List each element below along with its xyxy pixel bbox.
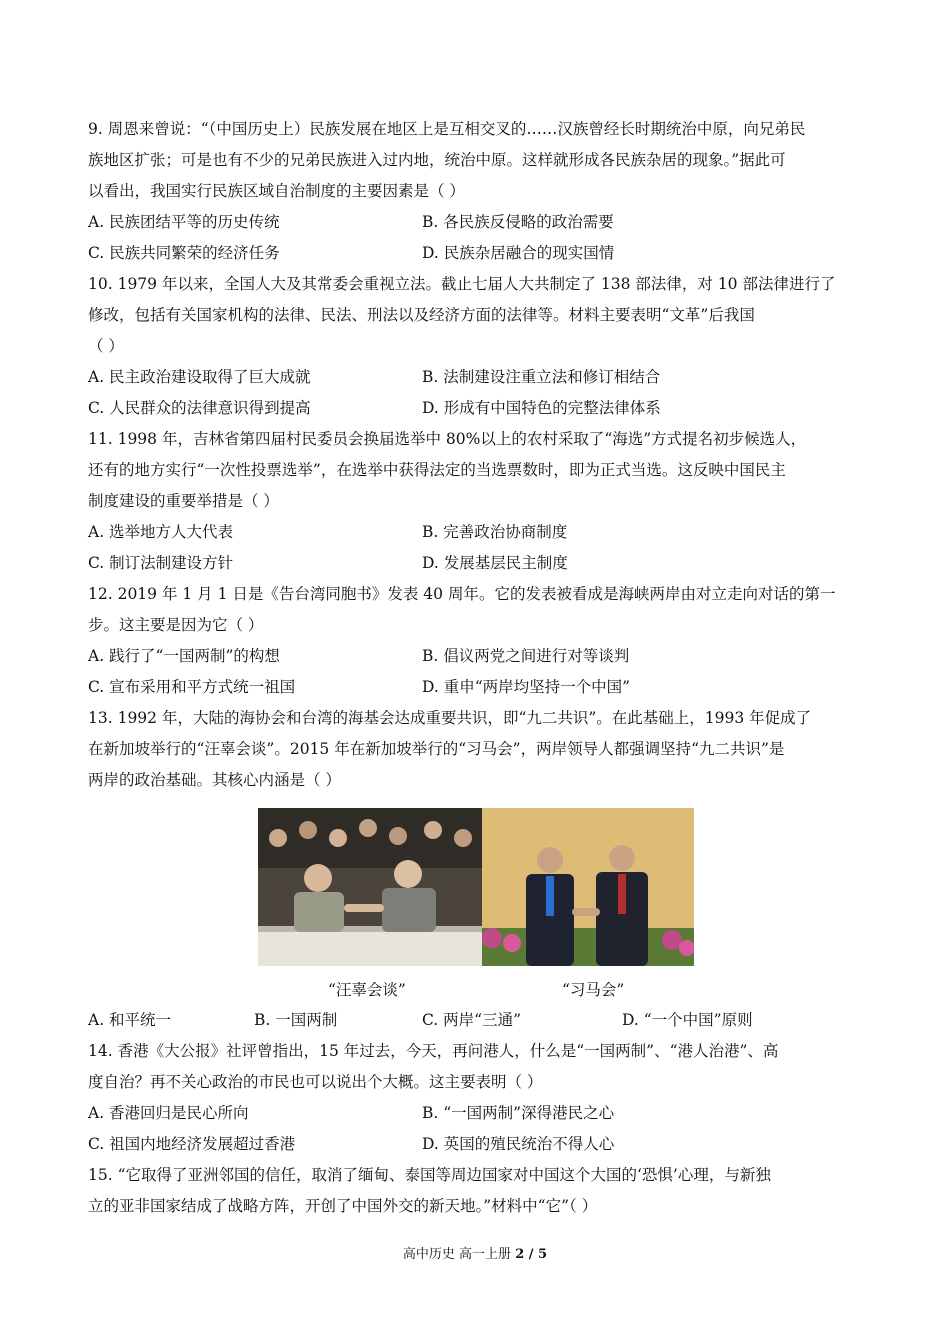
- question-13-line-2: 在新加坡举行的“汪辜会谈”。2015 年在新加坡举行的“习马会”，两岸领导人都强调坚持“九二共识”是: [88, 740, 785, 758]
- option-c: C. 民族共同繁荣的经济任务: [88, 244, 280, 262]
- option-b: B. 完善政治协商制度: [422, 523, 568, 541]
- question-10: [88, 269, 864, 424]
- question-11-line-3: 制度建设的重要举措是（ ）: [88, 492, 279, 510]
- question-9-options-row-2: [88, 238, 864, 269]
- option-b: B. 各民族反侵略的政治需要: [422, 213, 614, 231]
- question-page-continued: [88, 1005, 864, 1222]
- question-12-options-row-2: [88, 672, 864, 703]
- question-13-options: [88, 1005, 864, 1036]
- question-9-line-3: 以看出，我国实行民族区域自治制度的主要因素是（ ）: [88, 182, 465, 200]
- question-11: [88, 424, 864, 579]
- question-14-line-1: 14. 香港《大公报》社评曾指出，15 年过去，今天，再问港人，什么是“一国两制”、“港人治港”、高: [88, 1042, 779, 1060]
- question-9: [88, 114, 864, 269]
- option-d: D. 发展基层民主制度: [422, 554, 568, 572]
- question-12: [88, 579, 864, 703]
- option-c: C. 宣布采用和平方式统一祖国: [88, 678, 296, 696]
- question-9-options-row-1: [88, 207, 864, 238]
- option-a: A. 香港回归是民心所向: [88, 1104, 249, 1122]
- option-c: C. 两岸“三通”: [422, 1011, 522, 1029]
- question-9-line-2: 族地区扩张；可是也有不少的兄弟民族进入过内地，统治中原。这样就形成各民族杂居的现象。”据此可: [88, 151, 786, 169]
- question-10-line-2: 修改，包括有关国家机构的法律、民法、刑法以及经济方面的法律等。材料主要表明“文革”后我国: [88, 306, 755, 324]
- question-14: [88, 1036, 864, 1160]
- question-10-options-row-1: [88, 362, 864, 393]
- question-page: [88, 114, 864, 796]
- question-12-line-1: 12. 2019 年 1 月 1 日是《告台湾同胞书》发表 40 周年。它的发表被看成是海峡两岸由对立走向对话的第一: [88, 585, 836, 603]
- option-d: D. “一个中国”原则: [622, 1011, 753, 1029]
- option-d: D. 重申“两岸均坚持一个中国”: [422, 678, 631, 696]
- option-c: C. 人民群众的法律意识得到提高: [88, 399, 311, 417]
- question-11-line-1: 11. 1998 年，吉林省第四届村民委员会换届选举中 80%以上的农村采取了“海选”方式提名初步候选人，: [88, 430, 807, 448]
- page-footer: [0, 1243, 950, 1262]
- caption-wang-gu-talks: “汪辜会谈”: [328, 981, 406, 999]
- question-14-options-row-1: [88, 1098, 864, 1129]
- option-b: B. 法制建设注重立法和修订相结合: [422, 368, 661, 386]
- question-15-line-1: 15. “它取得了亚洲邻国的信任，取消了缅甸、泰国等周边国家对中国这个大国的‘恐惧’心理，与新独: [88, 1166, 771, 1184]
- option-d: D. 民族杂居融合的现实国情: [422, 244, 615, 262]
- question-11-line-2: 还有的地方实行“一次性投票选举”，在选举中获得法定的当选票数时，即为正式当选。这反映中国民主: [88, 461, 786, 479]
- option-d: D. 英国的殖民统治不得人心: [422, 1135, 615, 1153]
- option-a: A. 民族团结平等的历史传统: [88, 213, 280, 231]
- footer-title: 高中历史 高一上册: [402, 1247, 516, 1262]
- question-13-line-3: 两岸的政治基础。其核心内涵是（ ）: [88, 771, 341, 789]
- option-b: B. 一国两制: [254, 1011, 338, 1029]
- question-14-options-row-2: [88, 1129, 864, 1160]
- question-10-line-1: 10. 1979 年以来，全国人大及其常委会重视立法。截止七届人大共制定了 138 部法律，对 10 部法律进行了: [88, 275, 836, 293]
- question-13-figure: [258, 808, 694, 966]
- question-11-options-row-1: [88, 517, 864, 548]
- caption-xi-ma-meeting: “习马会”: [562, 981, 625, 999]
- question-14-line-2: 度自治？再不关心政治的市民也可以说出个大概。这主要表明（ ）: [88, 1073, 543, 1091]
- question-12-options-row-1: [88, 641, 864, 672]
- question-13: [88, 703, 864, 796]
- option-b: B. “一国两制”深得港民之心: [422, 1104, 615, 1122]
- wang-gu-talks-photo: [258, 808, 482, 966]
- option-a: A. 和平统一: [88, 1011, 172, 1029]
- question-15-line-2: 立的亚非国家结成了战略方阵，开创了中国外交的新天地。”材料中“它”（ ）: [88, 1197, 598, 1215]
- xi-ma-meeting-photo: [482, 808, 694, 966]
- question-12-line-2: 步。这主要是因为它（ ）: [88, 616, 264, 634]
- option-d: D. 形成有中国特色的完整法律体系: [422, 399, 661, 417]
- question-15: [88, 1160, 864, 1222]
- option-c: C. 祖国内地经济发展超过香港: [88, 1135, 296, 1153]
- option-c: C. 制订法制建设方针: [88, 554, 234, 572]
- page-number: 2 / 5: [515, 1247, 548, 1262]
- option-a: A. 民主政治建设取得了巨大成就: [88, 368, 311, 386]
- option-a: A. 践行了“一国两制”的构想: [88, 647, 280, 665]
- option-a: A. 选举地方人大代表: [88, 523, 234, 541]
- question-13-line-1: 13. 1992 年，大陆的海协会和台湾的海基会达成重要共识，即“九二共识”。在此基础上，1993 年促成了: [88, 709, 812, 727]
- question-10-options-row-2: [88, 393, 864, 424]
- question-10-line-3: （ ）: [88, 337, 124, 355]
- option-b: B. 倡议两党之间进行对等谈判: [422, 647, 630, 665]
- question-11-options-row-2: [88, 548, 864, 579]
- question-9-line-1: 9. 周恩来曾说：“（中国历史上）民族发展在地区上是互相交叉的……汉族曾经长时期统治中原，向兄弟民: [88, 120, 806, 138]
